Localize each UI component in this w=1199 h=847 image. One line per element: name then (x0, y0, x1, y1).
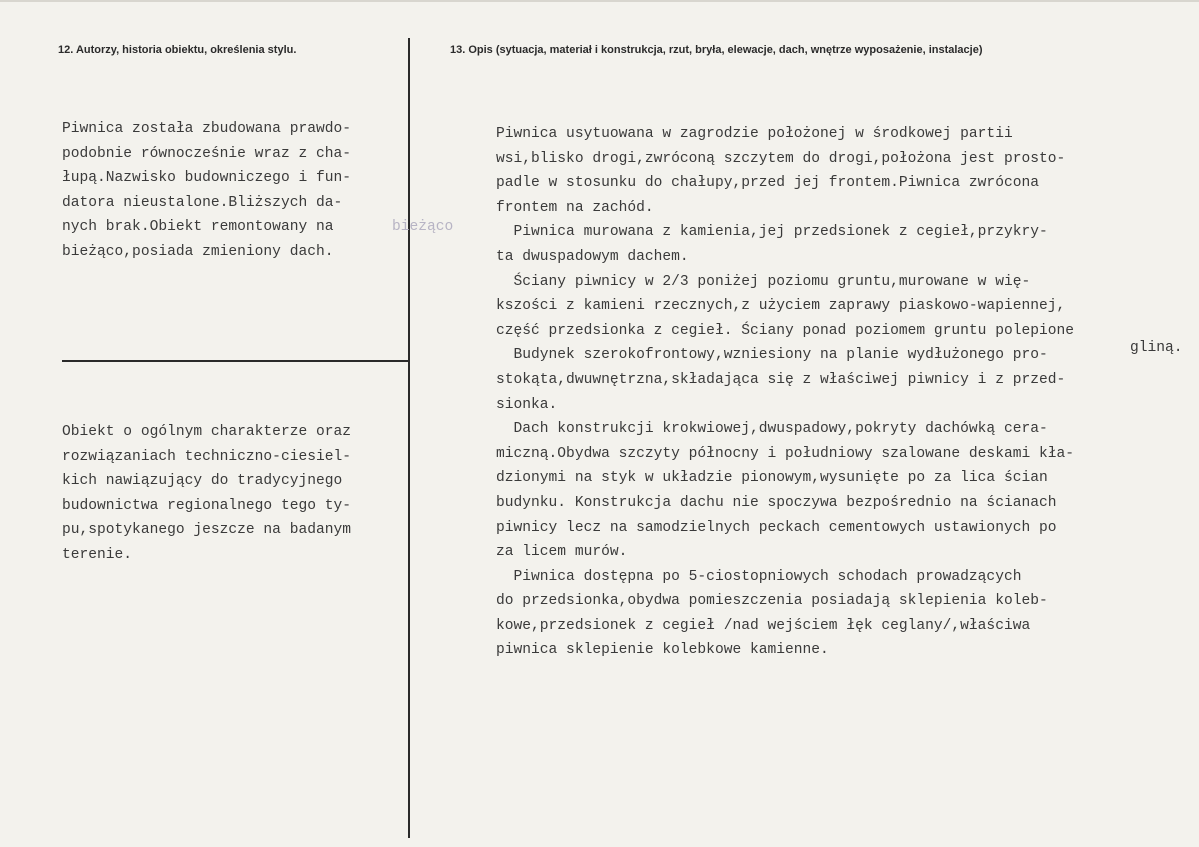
margin-note: gliną. (1130, 340, 1183, 356)
style-text: Obiekt o ogólnym charakterze oraz rozwiązaniach techniczno-ciesiel- kich nawiązujący do tradycyjnego budownictwa regionalnego tego ty- pu,spotykanego jeszcze na badanym terenie. (62, 424, 352, 563)
left-section-divider (62, 360, 409, 362)
history-text: Piwnica została zbudowana prawdo- podobnie równocześnie wraz z cha- łupą.Nazwisko budowniczego i fun- datora nieustalone.Bliższych da- nych brak.Obiekt remontowany na bieżąco,posiada zmieniony dach. (62, 121, 352, 260)
section-12-header: 12. Autorzy, historia obiektu, określenia stylu. (58, 44, 297, 56)
faint-strikeover-text: bieżąco (392, 219, 454, 235)
column-divider (408, 38, 410, 838)
description-text: Piwnica usytuowana w zagrodzie położonej w środkowej partii wsi,blisko drogi,zwróconą szczytem do drogi,położona jest prosto- padle w stosunku do chałupy,przed jej frontem.Piwnica zwrócona frontem na zachód. Piwnica murowana z kamienia,jej przedsionek z cegieł,przykry- ta dwuspadowym dachem. Ściany piwnicy w 2/3 poniżej poziomu gruntu,murowane w wię- kszości z kamieni rzecznych,z użyciem zaprawy piaskowo-wapiennej, część przedsionka z cegieł. Ściany ponad poziomem gruntu polepione Budynek szerokofrontowy,wzniesiony na planie wydłużonego pro- stokąta,dwuwnętrzna,składająca się z właściwej piwnicy i z przed- sionka. Dach konstrukcji krokwiowej,dwuspadowy,pokryty dachówką cera- miczną.Obydwa szczyty północny i południowy szalowane deskami kła- dzionymi na styk w układzie pionowym,wysunięte po za lica ścian budynku. Konstrukcja dachu nie spoczywa bezpośrednio na ścianach piwnicy lecz na samodzielnych peckach cementowych ustawionych po za licem murów. Piwnica dostępna po 5-ciostopniowych schodach prowadzących do przedsionka,obydwa pomieszczenia posiadają sklepienia koleb- kowe,przedsionek z cegieł /nad wejściem łęk ceglany/,właściwa piwnica sklepienie kolebkowe kamienne. (496, 126, 1075, 659)
page-top-edge (0, 0, 1199, 2)
section-13-header: 13. Opis (sytuacja, materiał i konstrukcja, rzut, bryła, elewacje, dach, wnętrze wyposażenie, instalacje) (450, 44, 983, 56)
